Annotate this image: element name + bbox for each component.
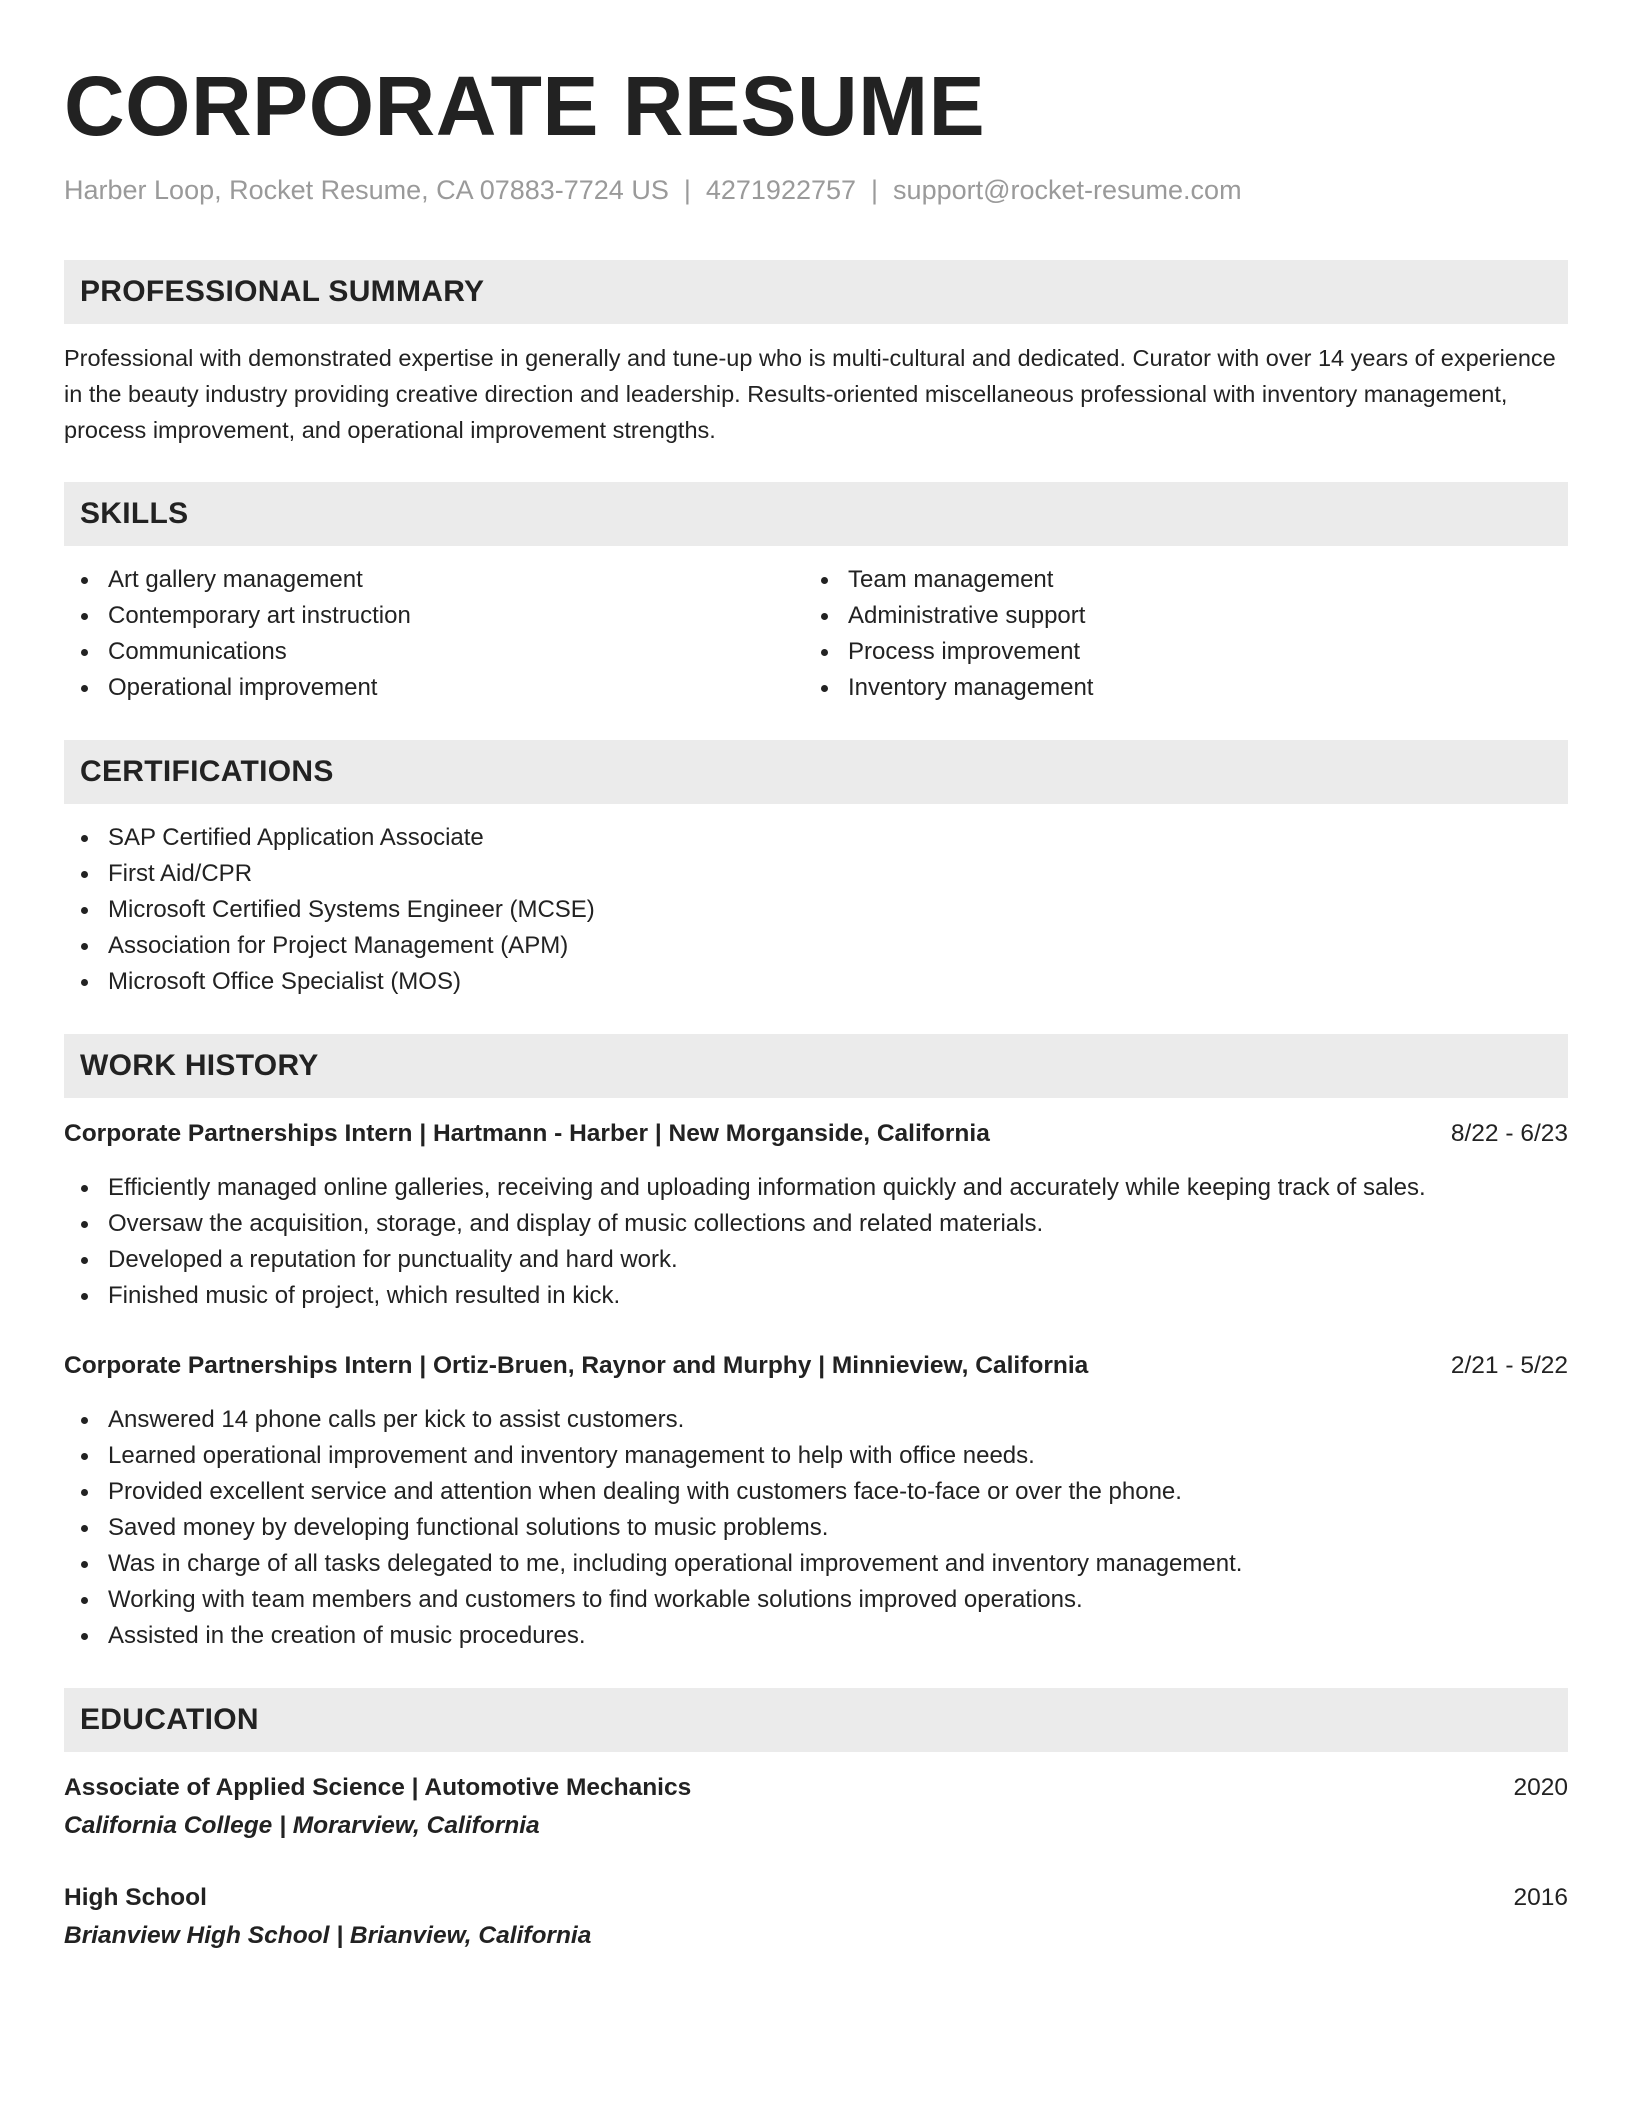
skill-item: Team management [804, 562, 1544, 598]
skill-item: Art gallery management [64, 562, 804, 598]
skill-item: Operational improvement [64, 670, 804, 706]
job-header [64, 1348, 1568, 1384]
skill-item: Contemporary art instruction [64, 598, 804, 634]
school: California College | Morarview, California [64, 1812, 540, 1839]
degree: Associate of Applied Science | Automotive Mechanics [64, 1774, 692, 1801]
certification-item: Microsoft Office Specialist (MOS) [64, 964, 1568, 1000]
education-header [64, 1770, 1568, 1806]
graduation-year: 2016 [1513, 1884, 1568, 1911]
job-header [64, 1116, 1568, 1152]
job-bullets [64, 1170, 1568, 1314]
contact-separator: | [871, 175, 879, 205]
job-bullet: Working with team members and customers to find workable solutions improved operations. [64, 1582, 1568, 1618]
job-bullets [64, 1402, 1568, 1654]
job-bullet: Saved money by developing functional solutions to music problems. [64, 1510, 1568, 1546]
job-title: Corporate Partnerships Intern | Hartmann - Harber | New Morganside, California [64, 1120, 990, 1147]
contact-line [64, 172, 1568, 208]
certification-item: SAP Certified Application Associate [64, 820, 1568, 856]
job-bullet: Was in charge of all tasks delegated to me, including operational improvement and inventory management. [64, 1546, 1568, 1582]
certification-item: First Aid/CPR [64, 856, 1568, 892]
skills-column-left [64, 562, 804, 706]
school: Brianview High School | Brianview, California [64, 1922, 592, 1949]
job-bullet: Provided excellent service and attention when dealing with customers face-to-face or over the phone. [64, 1474, 1568, 1510]
job-bullet: Efficiently managed online galleries, receiving and uploading information quickly and accurately while keeping track of sales. [64, 1170, 1568, 1206]
skill-item: Administrative support [804, 598, 1544, 634]
job-bullet: Finished music of project, which resulted in kick. [64, 1278, 1568, 1314]
phone: 4271922757 [705, 175, 857, 205]
graduation-year: 2020 [1513, 1774, 1568, 1801]
job-bullet: Assisted in the creation of music procedures. [64, 1618, 1568, 1654]
job-dates: 8/22 - 6/23 [1450, 1120, 1568, 1147]
education-header [64, 1880, 1568, 1916]
work-history-heading: WORK HISTORY [64, 1034, 1568, 1098]
job-bullet: Answered 14 phone calls per kick to assist customers. [64, 1402, 1568, 1438]
job-bullet: Learned operational improvement and inventory management to help with office needs. [64, 1438, 1568, 1474]
skill-item: Inventory management [804, 670, 1544, 706]
skill-item: Communications [64, 634, 804, 670]
summary-heading: PROFESSIONAL SUMMARY [64, 260, 1568, 324]
education-entry [64, 1770, 1568, 1844]
job-entry [64, 1116, 1568, 1314]
job-entry [64, 1348, 1568, 1654]
education-entry [64, 1880, 1568, 1954]
skills-grid [64, 562, 1568, 706]
contact-separator: | [683, 175, 691, 205]
skills-column-right [804, 562, 1544, 706]
skill-item: Process improvement [804, 634, 1544, 670]
job-dates: 2/21 - 5/22 [1450, 1352, 1568, 1379]
certifications-heading: CERTIFICATIONS [64, 740, 1568, 804]
job-title: Corporate Partnerships Intern | Ortiz-Bruen, Raynor and Murphy | Minnieview, California [64, 1352, 1089, 1379]
education-heading: EDUCATION [64, 1688, 1568, 1752]
degree: High School [64, 1884, 207, 1911]
certifications-list [64, 820, 1568, 1000]
job-bullet: Oversaw the acquisition, storage, and display of music collections and related materials. [64, 1206, 1568, 1242]
email: support@rocket-resume.com [893, 175, 1242, 205]
certification-item: Association for Project Management (APM) [64, 928, 1568, 964]
address: Harber Loop, Rocket Resume, CA 07883-7724 US [64, 175, 669, 205]
summary-text: Professional with demonstrated expertise in generally and tune-up who is multi-cultural and dedicated. Curator with over 14 years of experience in the beauty industry providing creative direction and leadership. Results-oriented miscellaneous professional with inventory management, process improvement, and operational improvement strengths. [64, 345, 1556, 443]
job-bullet: Developed a reputation for punctuality and hard work. [64, 1242, 1568, 1278]
resume-title: CORPORATE RESUME [64, 59, 986, 153]
certification-item: Microsoft Certified Systems Engineer (MCSE) [64, 892, 1568, 928]
skills-heading: SKILLS [64, 482, 1568, 546]
